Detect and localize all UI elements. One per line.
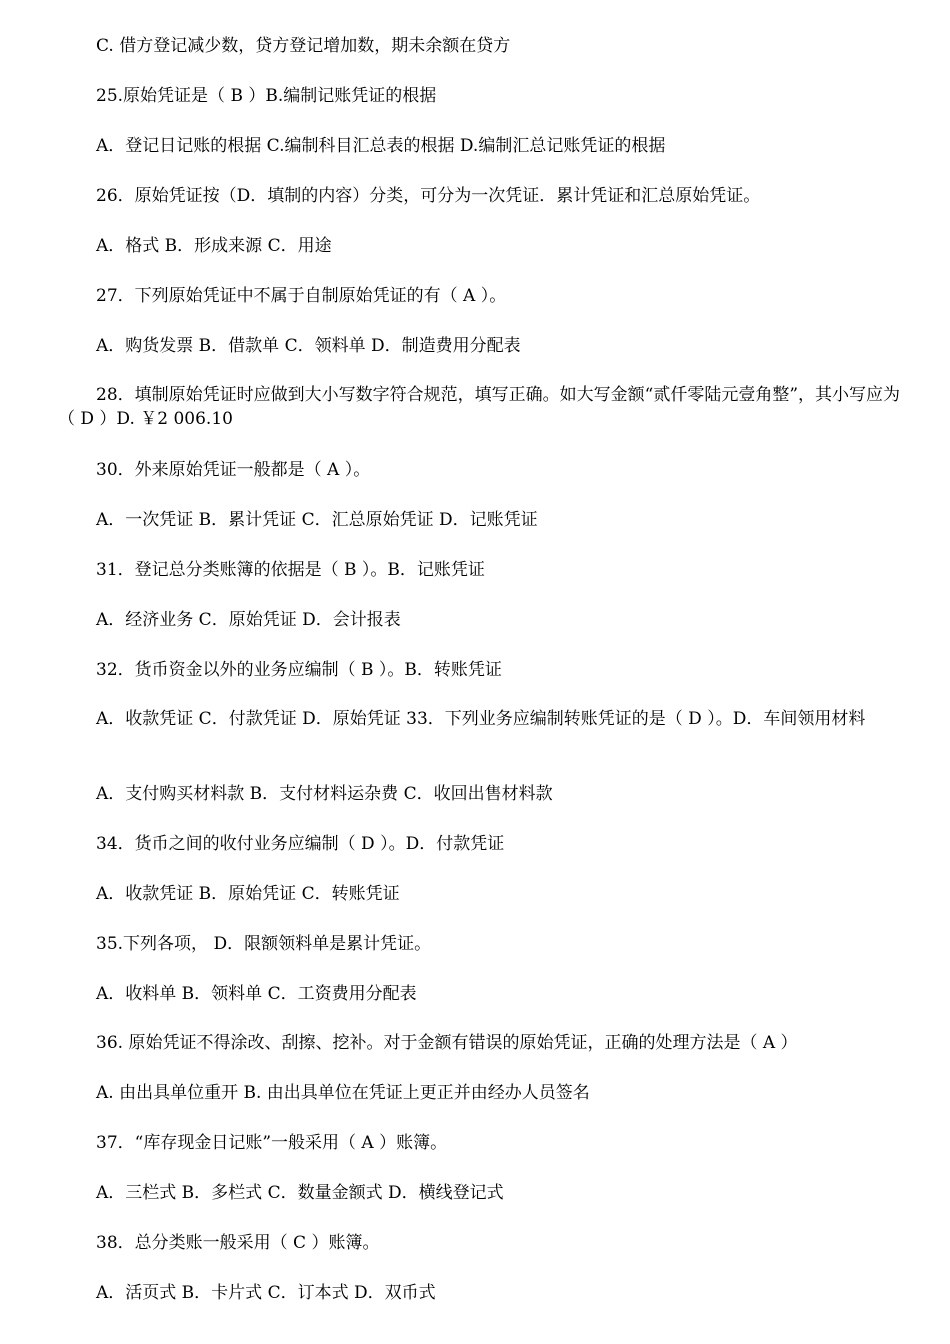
text-line: C. 借方登记减少数，贷方登记增加数，期未余额在贷方	[96, 36, 511, 56]
question-37: 37．“库存现金日记账”一般采用（ A ）账簿。	[96, 1133, 448, 1153]
question-31: 31．登记总分类账簿的依据是（ B ）。B．记账凭证	[96, 560, 485, 580]
options-33: A．支付购买材料款 B．支付材料运杂费 C．收回出售材料款	[96, 784, 553, 804]
options-36: A. 由出具单位重开 B. 由出具单位在凭证上更正并由经办人员签名	[96, 1083, 590, 1103]
question-26: 26．原始凭证按（D．填制的内容）分类，可分为一次凭证．累计凭证和汇总原始凭证。	[96, 186, 761, 206]
question-34: 34．货币之间的收付业务应编制（ D ）。D．付款凭证	[96, 834, 505, 854]
options-30: A．一次凭证 B．累计凭证 C．汇总原始凭证 D．记账凭证	[96, 510, 538, 530]
question-38: 38．总分类账一般采用（ C ）账簿。	[96, 1233, 380, 1253]
question-30: 30．外来原始凭证一般都是（ A ）。	[96, 460, 371, 480]
options-25: A．登记日记账的根据 C.编制科目汇总表的根据 D.编制汇总记账凭证的根据	[96, 136, 666, 156]
options-31: A．经济业务 C．原始凭证 D．会计报表	[96, 610, 401, 630]
options-34: A．收款凭证 B．原始凭证 C．转账凭证	[96, 884, 400, 904]
question-25: 25.原始凭证是（ B ）B.编制记账凭证的根据	[96, 86, 437, 106]
question-27: 27．下列原始凭证中不属于自制原始凭证的有（ A ）。	[96, 286, 507, 306]
question-32: 32．货币资金以外的业务应编制（ B ）。B．转账凭证	[96, 660, 502, 680]
options-38: A．活页式 B．卡片式 C．订本式 D．双币式	[96, 1283, 436, 1303]
question-36: 36. 原始凭证不得涂改、刮擦、挖补。对于金额有错误的原始凭证，正确的处理方法是（ A ）	[96, 1033, 798, 1053]
question-28: 28．填制原始凭证时应做到大小写数字符合规范，填写正确。如大写金额“贰仟零陆元壹角整”，其小写应为（ D ）D. ￥2 006.10	[58, 385, 901, 429]
options-27: A．购货发票 B．借款单 C．领料单 D．制造费用分配表	[96, 336, 521, 356]
options-35: A．收料单 B．领料单 C．工资费用分配表	[96, 984, 417, 1004]
options-37: A．三栏式 B．多栏式 C．数量金额式 D．横线登记式	[96, 1183, 504, 1203]
options-32-question-33: A．收款凭证 C．付款凭证 D．原始凭证 33．下列业务应编制转账凭证的是（ D ）。D．车间领用材料	[96, 709, 866, 729]
question-35: 35.下列各项， D．限额领料单是累计凭证。	[96, 934, 432, 954]
options-26: A．格式 B．形成来源 C．用途	[96, 236, 332, 256]
